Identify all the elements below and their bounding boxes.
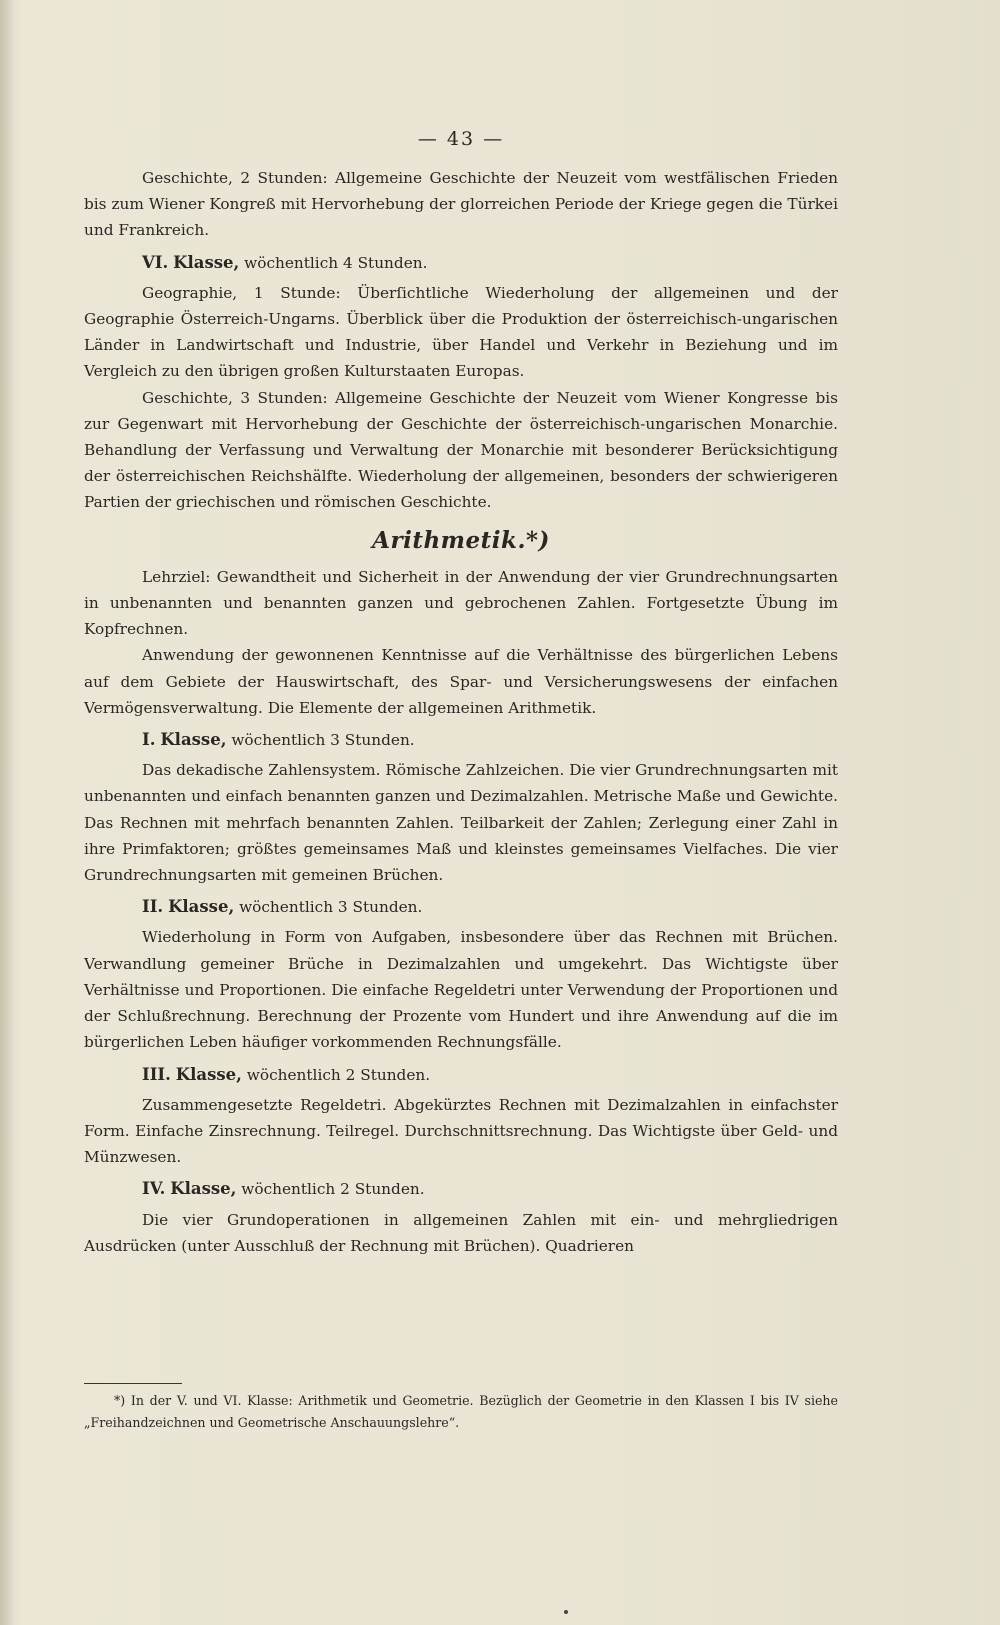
klasse-word: Klasse, [168, 897, 235, 917]
paragraph-klasse-iii: Zusammengesetzte Regeldetri. Abgekürztes Rechnen mit Dezimalzahlen in einfachster Form. Einfache Zinsrechnung. Teilregel. Durchschnittsrechnung. Das Wichtigste über Geld- und Münzwesen. [84, 1095, 838, 1167]
paragraph-lehrziel: Lehrziel: Gewandtheit und Sicherheit in der Anwendung der vier Grundrechnungsarten in unbenannten und benannten ganzen und gebrochenen Zahlen. Fortgesetzte Übung im Kopfrechnen. [84, 567, 838, 639]
klasse-hours: wöchentlich 2 Stunden. [246, 1065, 431, 1084]
klasse-hours: wöchentlich 3 Stunden. [239, 898, 423, 917]
paper-speck [564, 1610, 568, 1614]
klasse-number: IV. [142, 1179, 166, 1199]
klasse-number: VI. [142, 252, 169, 272]
paragraph-anwendung: Anwendung der gewonnenen Kenntnisse auf die Verhältnisse des bürgerlichen Lebens auf dem Gebiete der Hauswirtschaft, des Spar- und Versicherungswesens der einfachen Vermögensverwaltung. Die Elemente der allgemeinen Arithmetik. [84, 646, 838, 717]
klasse-number: II. [142, 897, 164, 917]
klasse-number: III. [142, 1064, 171, 1084]
section-title-arithmetik: Arithmetik.*) [372, 526, 550, 554]
paragraph-geographie-vi: Geographie, 1 Stunde: Überſichtliche Wiederholung der allgemeinen und der Geographie Österreich-Ungarns. Überblick über die Produktion der österreichisch-ungarischen Länder in Landwirtschaft und Industrie, über Handel und Verkehr in Beziehung und im Vergleich zu den übrigen großen Kulturstaaten Europas. [84, 283, 838, 381]
paragraph-geschichte-v: Geschichte, 2 Stunden: Allgemeine Geschichte der Neuzeit vom westfälischen Frieden bis zum Wiener Kongreß mit Hervorhebung der glorreichen Periode der Kriege gegen die Türkei und Frankreich. [84, 169, 838, 240]
paragraph-klasse-ii: Wiederholung in Form von Aufgaben, insbesondere über das Rechnen mit Brüchen. Verwandlung gemeiner Brüche in Dezimalzahlen und umgekehrt. Das Wichtigste über Verhältnisse und Proportionen. Die einfache Regeldetri unter Verwendung der Proportionen und der Schlußrechnung. Berechnung der Prozente vom Hundert und ihre Anwendung auf die im bürgerlichen Leben häufiger vorkommenden Rechnungsfälle. [84, 928, 838, 1052]
footnote-rule [84, 1383, 182, 1384]
klasse-word: Klasse, [170, 1179, 237, 1199]
binding-shadow [0, 0, 14, 1625]
heading-klasse-iv [84, 1176, 838, 1202]
heading-klasse-vi [84, 250, 838, 276]
klasse-hours: wöchentlich 3 Stunden. [231, 731, 415, 750]
klasse-word: Klasse, [160, 730, 227, 750]
heading-klasse-iii [84, 1062, 838, 1088]
klasse-word: Klasse, [173, 252, 240, 272]
klasse-word: Klasse, [175, 1064, 242, 1084]
klasse-number: I. [142, 730, 156, 750]
page-number: — 43 — [417, 128, 505, 150]
heading-klasse-ii [84, 894, 838, 920]
paragraph-geschichte-vi: Geschichte, 3 Stunden: Allgemeine Geschichte der Neuzeit vom Wiener Kongresse bis zur Gegenwart mit Hervorhebung der Geschichte der österreichisch-ungarischen Monarchie. Behandlung der Verfassung und Verwaltung der Monarchie mit besonderer Berücksichtigung der österreichischen Reichshälfte. Wiederholung der allgemeinen, besonders der schwierigeren Partien der griechischen und römischen Geschichte. [84, 388, 838, 512]
footnote [84, 1390, 838, 1434]
page-content [84, 125, 838, 1259]
klasse-hours: wöchentlich 2 Stunden. [241, 1180, 425, 1199]
footnote-text: *) In der V. und VI. Klasse: Arithmetik und Geometrie. Bezüglich der Geometrie in den Klassen I bis IV siehe „Freihandzeichnen und Geometrische Anschauungslehre“. [84, 1393, 838, 1430]
paragraph-klasse-iv: Die vier Grundoperationen in allgemeinen Zahlen mit ein- und mehrgliedrigen Ausdrücken (unter Ausschluß der Rechnung mit Brüchen). Quadrieren [84, 1210, 838, 1255]
klasse-hours: wöchentlich 4 Stunden. [244, 253, 428, 272]
heading-klasse-i [84, 727, 838, 753]
paragraph-klasse-i: Das dekadische Zahlensystem. Römische Zahlzeichen. Die vier Grundrechnungsarten mit unbenannten und einfach benannten ganzen und Dezimalzahlen. Metrische Maße und Gewichte. Das Rechnen mit mehrfach benannten Zahlen. Teilbarkeit der Zahlen; Zerlegung einer Zahl in ihre Primfaktoren; größtes gemeinsames Maß und kleinstes gemeinsames Vielfaches. Die vier Grundrechnungsarten mit gemeinen Brüchen. [84, 761, 838, 885]
